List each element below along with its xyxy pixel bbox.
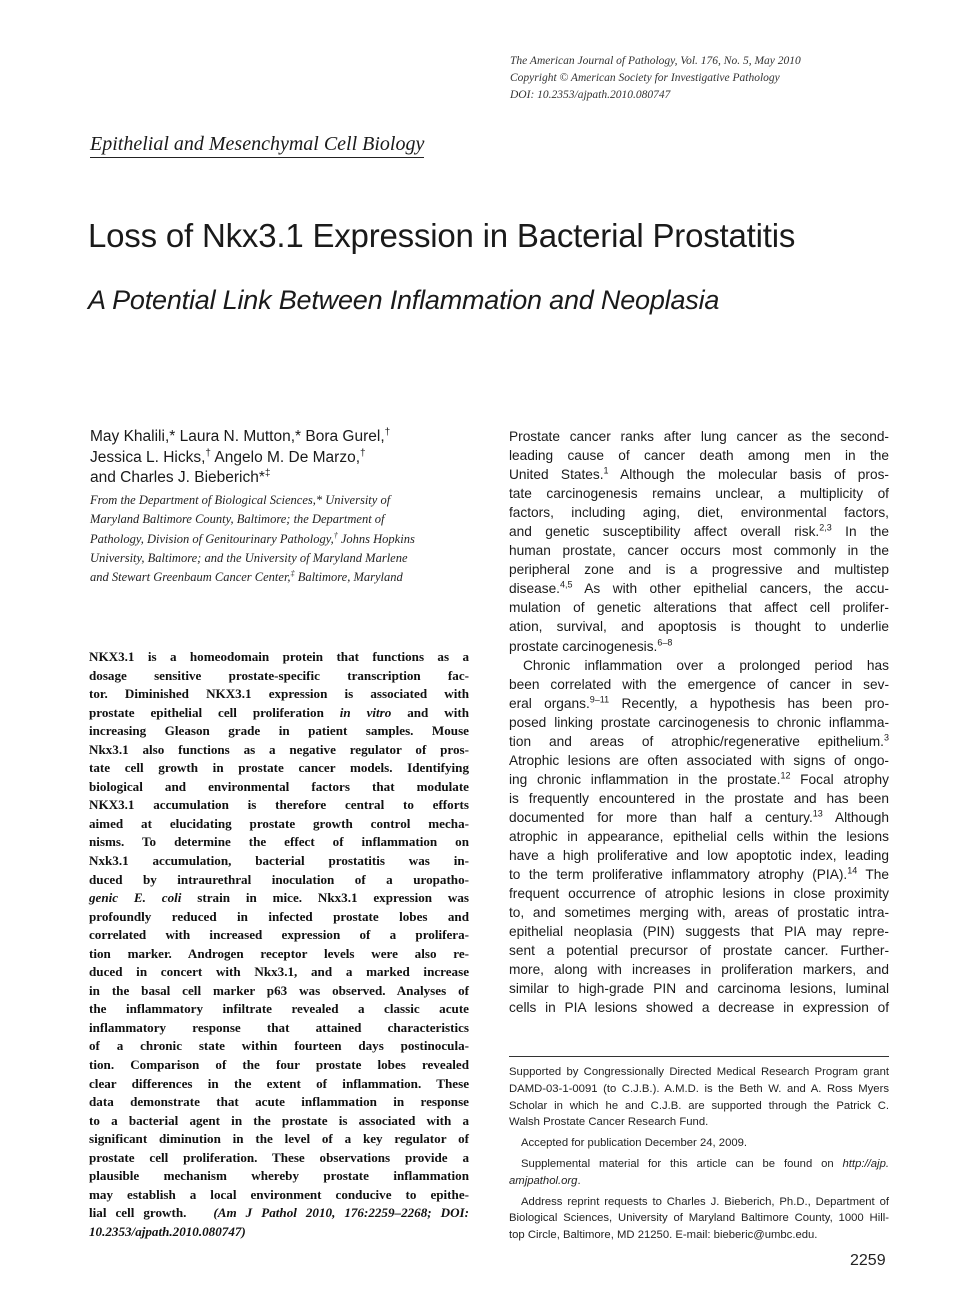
supplemental-link[interactable]: amjpathol.org	[509, 1174, 578, 1187]
body-line: Chronic inflammation over a prolonged period has	[523, 657, 889, 673]
body-line: Prostate cancer ranks after lung cancer as the second-	[509, 429, 889, 444]
body-line: been correlated with the emergence of cancer in sev-	[509, 676, 889, 692]
journal-header	[510, 53, 930, 104]
body-line: eral organs.$^{9-11}$ Recently, a hypothesis has been pro-	[509, 694, 890, 711]
author-line: Jessica L. Hicks,† Angelo M. De Marzo,†	[90, 447, 366, 466]
abstract-line: correlated with increased expression of a prolifera-	[89, 927, 469, 943]
abstract-line: plausible mechanism whereby prostate inflammation	[89, 1168, 469, 1184]
footnote-divider	[509, 1056, 889, 1057]
abstract-line: tate cell growth in prostate cancer models. Identifying	[89, 760, 469, 776]
body-line: similar to high-grade PIN and carcinoma lesions, luminal	[509, 981, 889, 997]
abstract-line: may establish a local environment conducive to epithe-	[89, 1186, 469, 1202]
footnote-line: top Circle, Baltimore, MD 21250. E-mail: bieberic@umbc.edu.	[509, 1229, 818, 1242]
affiliation-line: Pathology, Division of Genitourinary Pathology,† Johns Hopkins	[90, 530, 415, 546]
body-line: to the term proliferative inflammatory atrophy (PIA).$^{14}$ The	[509, 865, 889, 883]
abstract-line: lial cell growth. (Am J Pathol 2010, 176:2259–2268; DOI:	[89, 1205, 469, 1221]
affiliation	[90, 491, 470, 587]
abstract-line: inflammatory response that attained characteristics	[89, 1019, 469, 1035]
abstract-line: Nxk3.1 accumulation, bacterial prostatitis was in-	[89, 853, 469, 869]
abstract-line: to a bacterial agent in the prostate is associated with a	[89, 1112, 469, 1128]
abstract-line: prostate epithelial cell proliferation in vitro and with	[89, 704, 469, 720]
body-line: leading cause of cancer death among men in the	[509, 448, 889, 464]
footnote-line: Walsh Prostate Cancer Research Fund.	[509, 1116, 709, 1129]
body-line: tion and areas of atrophic/regenerative epithelium.$^3$	[509, 732, 889, 749]
body-line: frequent occurrence of atrophic lesions in close proximity	[509, 886, 889, 902]
body-line: United States.$^1$ Although the molecular basis of pros-	[509, 465, 889, 483]
abstract-line: Nkx3.1 also functions as a negative regulator of pros-	[89, 741, 469, 757]
abstract-line: in the basal cell marker p63 was observed. Analyses of	[89, 982, 469, 998]
abstract-line: aimed at elucidating prostate growth control mecha-	[89, 815, 469, 831]
abstract-line: NKX3.1 is a homeodomain protein that functions as a	[89, 649, 469, 664]
body-line: is frequently encountered in the prostate and has been	[509, 790, 889, 806]
abstract-line: tion. Comparison of the four prostate lobes revealed	[89, 1057, 469, 1073]
section-heading: Epithelial and Mesenchymal Cell Biology	[90, 131, 424, 158]
journal-citation: The American Journal of Pathology, Vol. 176, No. 5, May 2010	[510, 55, 801, 67]
abstract-line: genic E. coli strain in mice. Nkx3.1 expression was	[89, 890, 469, 906]
abstract-line: profoundly reduced in infected prostate lobes and	[89, 908, 469, 924]
abstract-line: tor. Diminished NKX3.1 expression is associated with	[89, 686, 469, 702]
footnote-line: amjpathol.org.	[509, 1174, 581, 1187]
body-line: cells in PIA lesions showed a decrease in expression of	[509, 1000, 889, 1016]
article-title: Loss of Nkx3.1 Expression in Bacterial Prostatitis	[88, 217, 796, 254]
abstract-line: significant diminution in the level of a key regulator of	[89, 1131, 469, 1147]
body-line: epithelial neoplasia (PIN) suggests that PIA may repre-	[509, 924, 889, 940]
footnotes	[509, 1064, 889, 1244]
footnote-line: Biological Sciences, University of Maryland Baltimore County, 1000 Hill-	[509, 1212, 889, 1225]
body-line: posed linking prostate carcinogenesis to chronic inflamma-	[509, 714, 889, 730]
body-line: and genetic susceptibility affect overall risk.$^{2,3}$ In the	[509, 522, 889, 540]
affiliation-line: Maryland Baltimore County, Baltimore; the Department of	[90, 512, 385, 527]
abstract-doi: 10.2353/ajpath.2010.080747)	[89, 1223, 246, 1239]
abstract-line: of a chronic state within fourteen days postinocula-	[89, 1038, 469, 1054]
body-line: tate carcinogenesis remains unclear, a multiplicity of	[509, 486, 889, 502]
body-text-column	[509, 427, 889, 1017]
body-line: to, and sometimes merging with, areas of prostatic intra-	[509, 905, 889, 921]
abstract-line: duced in concert with Nkx3.1, and a marked increase	[89, 964, 469, 980]
affiliation-line: From the Department of Biological Sciences,* University of	[90, 493, 391, 507]
citation-ref: 13	[812, 808, 823, 819]
citation-ref: 4,5	[559, 579, 573, 590]
body-line: ation, survival, and apoptosis is thought to underlie	[509, 619, 889, 635]
body-line: atrophic in appearance, epithelial cells within the lesions	[509, 828, 889, 844]
abstract-line: data demonstrate that acute inflammation in response	[89, 1094, 469, 1110]
citation-ref: 2,3	[819, 522, 832, 533]
body-line: factors, including aging, diet, environmental factors,	[509, 505, 889, 521]
footnote-line: Supported by Congressionally Directed Medical Research Program grant	[509, 1066, 889, 1078]
body-line: human prostate, cancer occurs most commonly in the	[509, 543, 889, 559]
body-line: Atrophic lesions are often associated with signs of ongo-	[509, 752, 889, 768]
abstract-line	[89, 1223, 469, 1242]
footnote-line: Address reprint requests to Charles J. Bieberich, Ph.D., Department of	[521, 1195, 889, 1208]
body-line: documented for more than half a century.$^{13}$ Although	[509, 808, 889, 825]
body-line: have a high proliferative and low apoptotic index, leading	[509, 848, 889, 864]
citation-ref: 6–8	[657, 636, 673, 647]
abstract-line: clear differences in the extent of inflammation. These	[89, 1075, 469, 1091]
abstract-line: nisms. To determine the effect of inflammation on	[89, 834, 469, 850]
abstract-citation: (Am J Pathol 2010, 176:2259–2268; DOI:	[213, 1205, 469, 1221]
journal-copyright: Copyright © American Society for Investigative Pathology	[510, 72, 780, 84]
body-line: mulation of genetic alterations that affect cell prolifer-	[509, 600, 889, 616]
author-line: May Khalili,* Laura N. Mutton,* Bora Gurel,†	[90, 426, 391, 445]
body-line: sent a potential precursor of prostate cancer. Further-	[509, 943, 889, 959]
citation-ref: 1	[603, 465, 609, 476]
supplemental-link[interactable]: http://ajp.	[842, 1157, 889, 1170]
author-list	[90, 427, 490, 489]
citation-ref: 3	[883, 732, 889, 743]
abstract-line: biological and environmental factors that modulate	[89, 778, 469, 794]
affiliation-line: University, Baltimore; and the University of Maryland Marlene	[90, 550, 408, 565]
abstract-line: increasing Gleason grade in patient samples. Mouse	[89, 723, 469, 739]
page-number: 2259	[850, 1252, 886, 1269]
author-line: and Charles J. Bieberich*‡	[90, 467, 271, 486]
body-line: ing chronic inflammation in the prostate.$^{12}$ Focal atrophy	[509, 770, 890, 787]
body-line: prostate carcinogenesis.$^{6-8}$	[509, 636, 673, 654]
abstract-line: dosage sensitive prostate-specific transcription fac-	[89, 667, 469, 683]
citation-ref: 12	[780, 770, 791, 781]
affiliation-line: and Stewart Greenbaum Cancer Center,‡ Baltimore, Maryland	[90, 569, 403, 585]
footnote-accepted: Accepted for publication December 24, 2009.	[521, 1137, 748, 1150]
footnote-line: Supplemental material for this article can be found on http://ajp.	[521, 1157, 889, 1170]
abstract-line: duced by intraurethral inoculation of a uropatho-	[89, 871, 469, 887]
abstract	[89, 648, 469, 1242]
body-line: peripheral zone and is a progressive and multistep	[509, 562, 889, 578]
footnote-line: DAMD-03-1-0091 (to C.J.B.). A.M.D. is the Beth W. and A. Ross Myers	[509, 1082, 889, 1095]
citation-ref: 9–11	[589, 694, 610, 705]
abstract-line: tion marker. Androgen receptor levels were also re-	[89, 945, 469, 961]
abstract-line: NKX3.1 accumulation is therefore central to efforts	[89, 797, 469, 813]
abstract-line: the inflammatory infiltrate revealed a classic acute	[89, 1001, 469, 1017]
footnote-line: Scholar in which he and C.J.B. are supported through the Patrick C.	[509, 1099, 889, 1112]
journal-doi: DOI: 10.2353/ajpath.2010.080747	[510, 89, 671, 101]
citation-ref: 14	[847, 865, 858, 876]
article-subtitle: A Potential Link Between Inflammation and Neoplasia	[88, 285, 720, 315]
body-line: disease.$^{4,5}$ As with other epithelial cancers, the accu-	[509, 579, 889, 597]
body-line: more, along with increases in proliferation markers, and	[509, 962, 889, 978]
abstract-line: prostate cell proliferation. These observations provide a	[89, 1149, 469, 1165]
